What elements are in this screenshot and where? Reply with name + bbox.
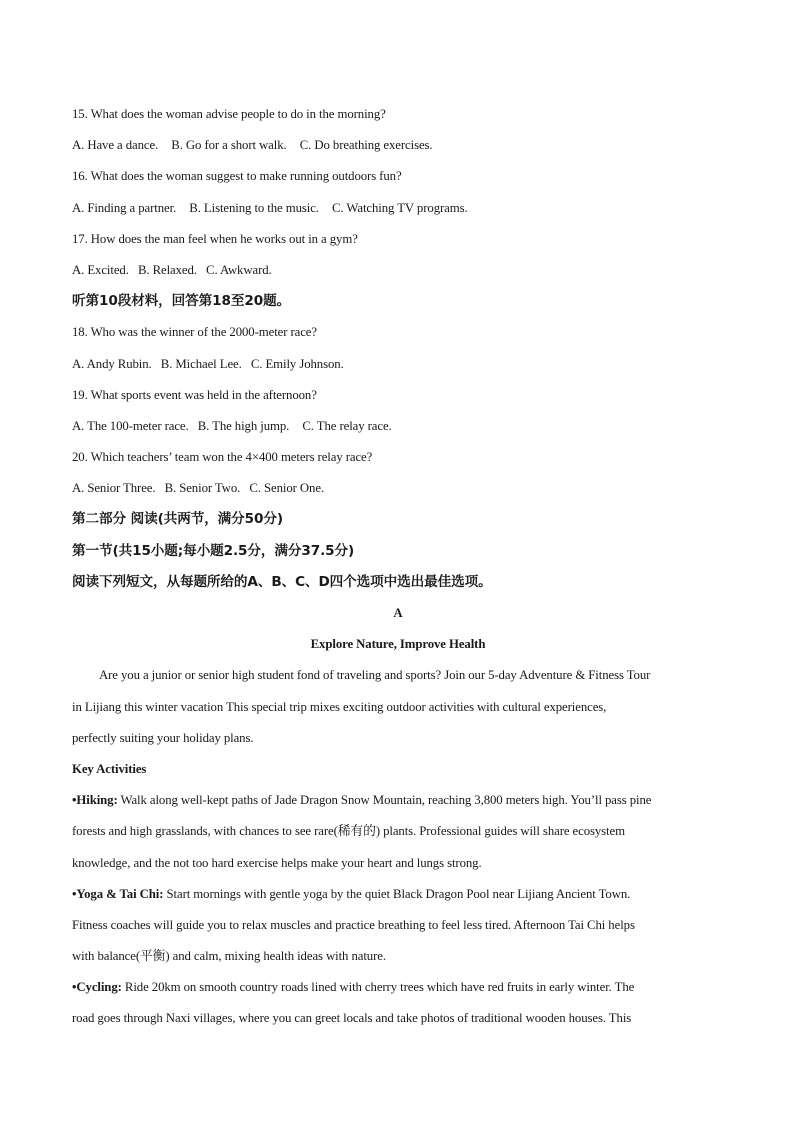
hiking-line: forests and high grasslands, with chances to see rare(稀有的) plants. Professional guides will share ecosystem xyxy=(72,824,625,839)
option-b: B. Go for a short walk. xyxy=(171,138,287,153)
reading-instruction: 阅读下列短文，从每题所给的A、B、C、D四个选项中选出最佳选项。 xyxy=(72,573,492,590)
cycling-text: Ride 20km on smooth country roads lined with cherry trees which have red fruits in early winter. The xyxy=(121,980,635,995)
yoga-line: Fitness coaches will guide you to relax muscles and practice breathing to feel less tired. Afternoon Tai Chi helps xyxy=(72,917,635,932)
options-17 xyxy=(72,255,724,286)
option-c: C. The relay race. xyxy=(302,418,392,433)
question-18: 18. Who was the winner of the 2000-meter race? xyxy=(72,325,317,340)
option-c: C. Senior One. xyxy=(249,481,325,496)
cycling-line xyxy=(72,972,724,1003)
section-10-heading: 听第10段材料，回答第18至20题。 xyxy=(72,293,291,310)
options-15 xyxy=(72,130,724,161)
option-c: C. Emily Johnson. xyxy=(250,356,344,371)
document-page xyxy=(72,99,724,1035)
hiking-line xyxy=(72,785,724,816)
option-c: C. Awkward. xyxy=(206,262,272,277)
hiking-line: knowledge, and the not too hard exercise helps make your heart and lungs strong. xyxy=(72,855,482,870)
option-a: A. The 100-meter race. xyxy=(72,418,189,433)
intro-line: in Lijiang this winter vacation This special trip mixes exciting outdoor activities with cultural experiences, xyxy=(72,699,607,714)
question-20: 20. Which teachers’ team won the 4×400 meters relay race? xyxy=(72,450,373,465)
cycling-line: road goes through Naxi villages, where you can greet locals and take photos of traditional wooden houses. This xyxy=(72,1011,632,1026)
options-16 xyxy=(72,193,724,224)
question-17: 17. How does the man feel when he works out in a gym? xyxy=(72,231,358,246)
cycling-label: •Cycling: xyxy=(72,980,122,995)
yoga-text: Start mornings with gentle yoga by the quiet Black Dragon Pool near Lijiang Ancient Town. xyxy=(163,886,631,901)
question-19: 19. What sports event was held in the afternoon? xyxy=(72,387,317,402)
yoga-line xyxy=(72,879,724,910)
option-a: A. Finding a partner. xyxy=(72,200,177,215)
options-18 xyxy=(72,349,724,380)
intro-line: perfectly suiting your holiday plans. xyxy=(72,730,254,745)
option-a: A. Excited. xyxy=(72,262,129,277)
intro-line: Are you a junior or senior high student fond of traveling and sports? Join our 5-day Adventure & Fitness Tour xyxy=(99,668,651,683)
option-b: B. Michael Lee. xyxy=(160,356,242,371)
option-b: B. The high jump. xyxy=(197,418,290,433)
question-16: 16. What does the woman suggest to make running outdoors fun? xyxy=(72,169,402,184)
part-2-heading: 第二部分 阅读(共两节，满分50分) xyxy=(72,511,283,528)
option-b: B. Relaxed. xyxy=(137,262,197,277)
hiking-label: •Hiking: xyxy=(72,793,118,808)
yoga-line: with balance(平衡) and calm, mixing health ideas with nature. xyxy=(72,949,386,964)
options-19 xyxy=(72,411,724,442)
passage-title: Explore Nature, Improve Health xyxy=(310,637,486,652)
hiking-text: Walk along well-kept paths of Jade Dragon Snow Mountain, reaching 3,800 meters high. You’ll pass pine xyxy=(117,793,652,808)
key-activities-heading: Key Activities xyxy=(72,761,147,776)
options-20 xyxy=(72,473,724,504)
option-a: A. Senior Three. xyxy=(72,481,156,496)
question-15: 15. What does the woman advise people to do in the morning? xyxy=(72,107,386,121)
passage-label: A xyxy=(393,606,403,620)
section-1-heading: 第一节(共15小题;每小题2.5分，满分37.5分) xyxy=(72,542,355,559)
option-a: A. Have a dance. xyxy=(72,138,159,153)
option-c: C. Do breathing exercises. xyxy=(299,138,433,153)
yoga-label: •Yoga & Tai Chi: xyxy=(72,886,164,901)
option-b: B. Listening to the music. xyxy=(189,200,319,215)
option-b: B. Senior Two. xyxy=(164,481,241,496)
option-c: C. Watching TV programs. xyxy=(332,200,468,215)
option-a: A. Andy Rubin. xyxy=(72,356,152,371)
